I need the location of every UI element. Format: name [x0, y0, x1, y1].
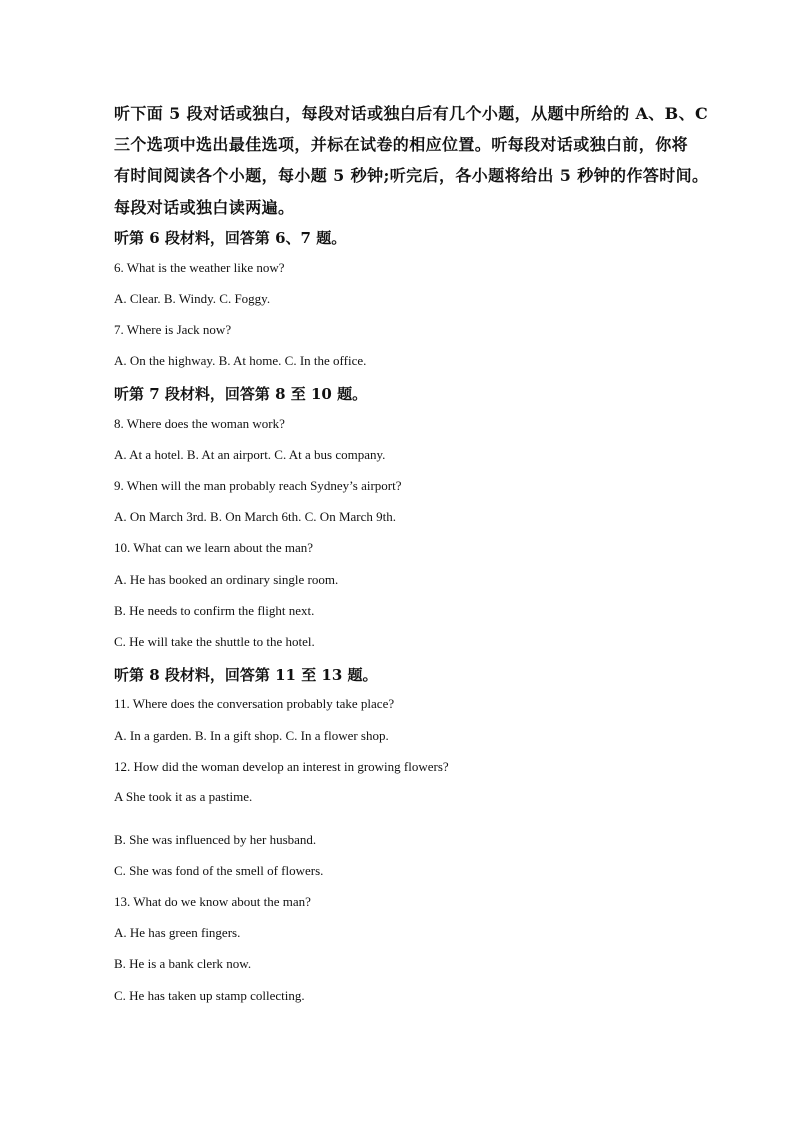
instructions-line-3: 有时间阅读各个小题，每小题 5 秒钟;听完后，各小题将给出 5 秒钟的作答时间。	[114, 166, 709, 185]
question-12-option-a: A She took it as a pastime.	[114, 789, 253, 804]
instructions-line-4: 每段对话或独白读两遍。	[114, 198, 295, 217]
question-10-option-a: A. He has booked an ordinary single room.	[114, 572, 339, 587]
question-10-option-c: C. He will take the shuttle to the hotel.	[114, 634, 315, 649]
question-8-options: A. At a hotel. B. At an airport. C. At a bus company.	[114, 447, 386, 462]
question-6-stem: 6. What is the weather like now?	[114, 260, 285, 275]
question-10-stem: 10. What can we learn about the man?	[114, 540, 314, 555]
question-13-option-b: B. He is a bank clerk now.	[114, 956, 252, 971]
question-11-stem: 11. Where does the conversation probably take place?	[114, 696, 395, 711]
instructions-line-1: 听下面 5 段对话或独白，每段对话或独白后有几个小题，从题中所给的 A、B、C	[114, 104, 709, 123]
question-13-option-a: A. He has green fingers.	[114, 925, 241, 940]
question-6-options: A. Clear. B. Windy. C. Foggy.	[114, 291, 271, 306]
question-10-option-b: B. He needs to confirm the flight next.	[114, 603, 315, 618]
question-7-options: A. On the highway. B. At home. C. In the office.	[114, 353, 367, 368]
question-12-option-c: C. She was fond of the smell of flowers.	[114, 863, 324, 878]
question-8-stem: 8. Where does the woman work?	[114, 416, 285, 431]
question-12-option-b: B. She was influenced by her husband.	[114, 832, 317, 847]
section-heading-8: 听第 8 段材料，回答第 11 至 13 题。	[114, 666, 378, 684]
question-13-stem: 13. What do we know about the man?	[114, 894, 311, 909]
section-heading-7: 听第 7 段材料，回答第 8 至 10 题。	[114, 385, 368, 403]
question-12-stem: 12. How did the woman develop an interest in growing flowers?	[114, 759, 449, 774]
question-11-options: A. In a garden. B. In a gift shop. C. In a flower shop.	[114, 728, 389, 743]
question-13-option-c: C. He has taken up stamp collecting.	[114, 988, 305, 1003]
question-9-options: A. On March 3rd. B. On March 6th. C. On March 9th.	[114, 509, 396, 524]
question-7-stem: 7. Where is Jack now?	[114, 322, 232, 337]
question-9-stem: 9. When will the man probably reach Sydney’s airport?	[114, 478, 402, 493]
section-heading-6: 听第 6 段材料，回答第 6、7 题。	[114, 229, 347, 247]
instructions-line-2: 三个选项中选出最佳选项，并标在试卷的相应位置。听每段对话或独白前，你将	[114, 135, 689, 154]
